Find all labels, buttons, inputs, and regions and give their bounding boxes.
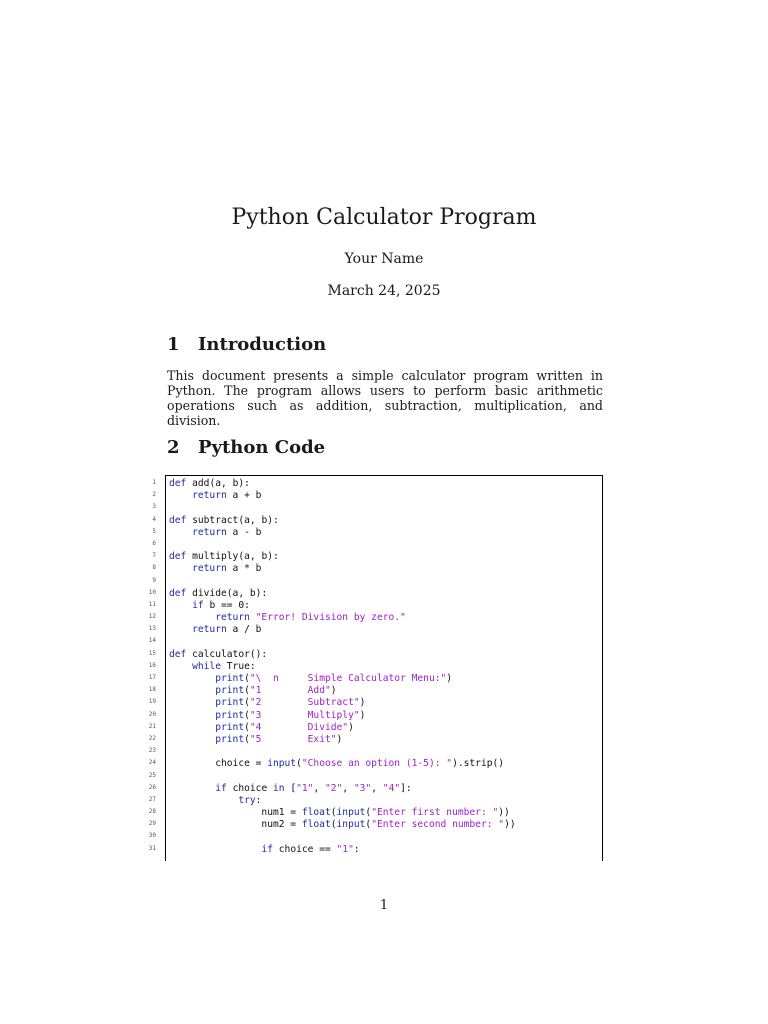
code-line-number: 7 [152,552,156,560]
code-line-number: 30 [148,832,156,840]
code-lines [166,476,602,856]
code-line: print("3 Multiply") [215,709,366,721]
code-line-number: 27 [148,795,156,803]
code-line-number: 13 [148,625,156,633]
code-listing [165,475,603,861]
code-line-number: 9 [152,576,156,584]
code-line-number: 23 [148,747,156,755]
code-line: def subtract(a, b): [169,514,279,526]
code-line [169,502,602,514]
code-line: if choice in ["1", "2", "3", "4"]: [215,782,412,794]
code-line: print("\ n Simple Calculator Menu:") [215,673,453,684]
code-line [169,771,602,783]
code-line-number: 17 [148,674,156,681]
code-line: print("1 Add") [215,685,337,697]
code-line-number: 19 [148,698,156,706]
code-line: def calculator(): [169,648,268,660]
code-line: return a - b [192,526,262,538]
code-line-number: 21 [148,722,156,730]
section-heading-python-code [167,437,325,458]
section-number: 1 [167,334,180,355]
code-line-number: 31 [148,844,156,852]
code-line-number: 1 [152,479,156,486]
code-line: def add(a, b): [169,478,250,489]
code-line-number: 4 [152,515,156,523]
code-line-number: 18 [148,686,156,694]
code-line-number: 2 [152,491,156,499]
code-line-number: 6 [152,539,156,547]
page-number: 1 [379,898,389,913]
code-line: choice = input("Choose an option (1-5): ").strip() [215,758,505,770]
code-line-number: 5 [152,527,156,535]
code-line: if b == 0: [192,599,250,611]
code-line [169,746,602,758]
code-line-number: 22 [148,734,156,742]
code-line [169,539,602,551]
code-line-number: 8 [152,564,156,572]
code-line-number: 20 [148,710,156,718]
section-title: Introduction [198,334,327,355]
code-line [169,636,602,648]
code-line: return a * b [192,563,262,575]
code-line-number: 29 [148,820,156,828]
code-line: return "Error! Division by zero." [215,612,406,624]
code-line: try: [238,794,262,806]
code-line: def divide(a, b): [169,587,268,599]
introduction-paragraph: This document presents a simple calculator program written in Python. The program allows users to perform basic arithmetic operations such as addition, subtraction, multiplication, and division. [167,368,603,428]
section-title: Python Code [198,437,326,458]
code-line: num1 = float(input("Enter first number: ")) [261,807,510,819]
code-line-number: 28 [148,808,156,816]
code-line-number: 14 [148,637,156,645]
code-line: return a / b [192,624,262,636]
section-number: 2 [167,437,180,458]
code-line [169,576,602,588]
code-line: print("4 Divide") [215,721,354,733]
document-title: Python Calculator Program [231,205,537,230]
code-line-number: 25 [148,771,156,779]
code-line-number: 15 [148,649,156,657]
code-line: while True: [192,660,256,672]
code-line-number: 3 [152,503,156,511]
code-line-number: 12 [148,613,156,621]
code-line-number: 10 [148,588,156,596]
code-line-number: 11 [148,600,156,608]
code-line-numbers [136,477,156,855]
code-line: return a + b [192,490,262,502]
code-line: print("5 Exit") [215,733,343,745]
code-line: if choice == "1": [261,843,360,855]
code-line: print("2 Subtract") [215,697,366,709]
code-line-number: 24 [148,759,156,767]
code-line [169,831,602,843]
code-line: num2 = float(input("Enter second number: ")) [261,819,516,831]
document-author: Your Name [344,251,424,267]
code-line-number: 16 [148,661,156,669]
code-line: def multiply(a, b): [169,551,279,563]
document-date: March 24, 2025 [327,283,441,299]
code-line-number: 26 [148,783,156,791]
section-heading-introduction [167,334,326,355]
